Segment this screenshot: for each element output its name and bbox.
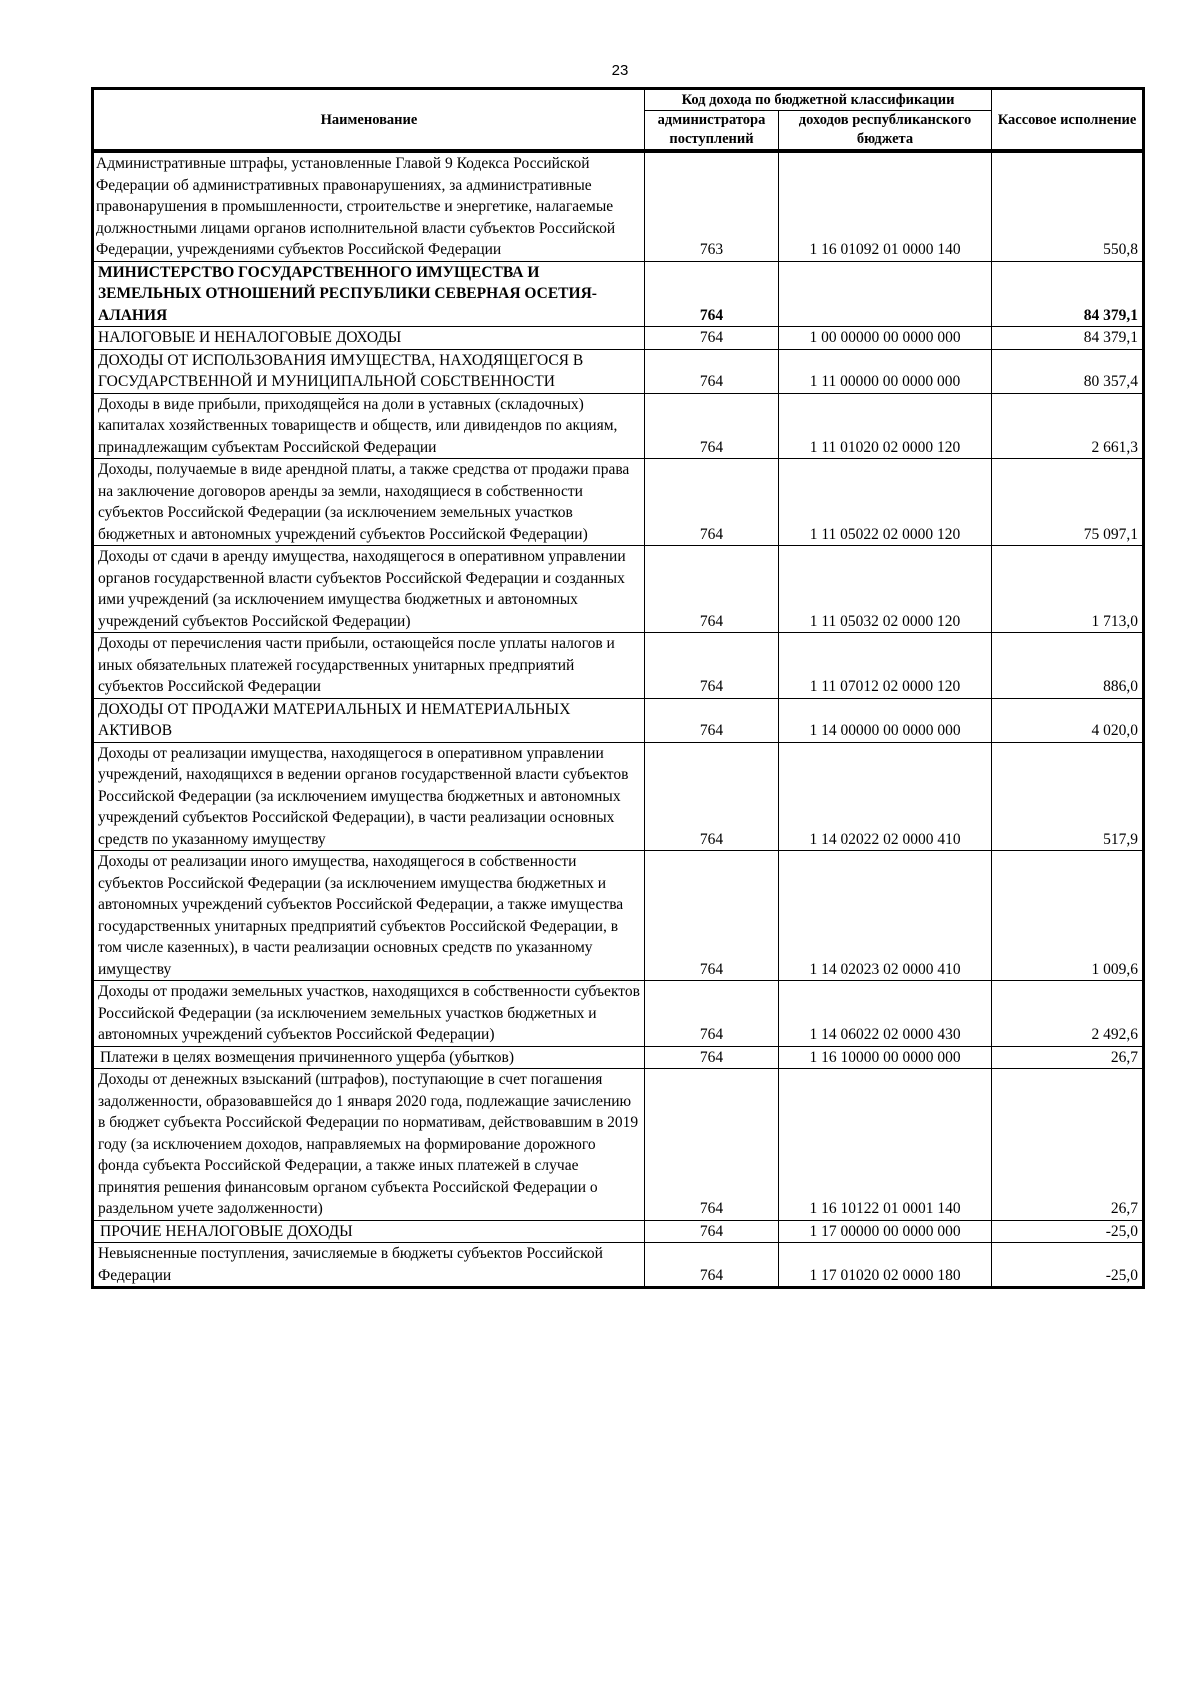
row-code: 1 14 02023 02 0000 410 xyxy=(779,851,992,981)
row-amount: 84 379,1 xyxy=(992,261,1144,327)
table-row xyxy=(93,698,1144,742)
table-row xyxy=(93,851,1144,981)
row-admin: 763 xyxy=(645,151,779,261)
row-code: 1 11 05022 02 0000 120 xyxy=(779,459,992,546)
row-amount: -25,0 xyxy=(992,1243,1144,1288)
table-row xyxy=(93,742,1144,851)
row-code: 1 17 01020 02 0000 180 xyxy=(779,1243,992,1288)
row-code: 1 16 01092 01 0000 140 xyxy=(779,151,992,261)
table-row xyxy=(93,261,1144,327)
row-code: 1 14 00000 00 0000 000 xyxy=(779,698,992,742)
row-code: 1 16 10122 01 0001 140 xyxy=(779,1069,992,1221)
row-code: 1 11 00000 00 0000 000 xyxy=(779,349,992,393)
row-admin: 764 xyxy=(645,698,779,742)
row-name: Невыясненные поступления, зачисляемые в бюджеты субъектов Российской Федерации xyxy=(93,1243,645,1288)
row-name: ПРОЧИЕ НЕНАЛОГОВЫЕ ДОХОДЫ xyxy=(93,1220,645,1243)
row-name: МИНИСТЕРСТВО ГОСУДАРСТВЕННОГО ИМУЩЕСТВА И ЗЕМЕЛЬНЫХ ОТНОШЕНИЙ РЕСПУБЛИКИ СЕВЕРНАЯ ОСЕТИЯ-АЛАНИЯ xyxy=(93,261,645,327)
row-amount: 2 661,3 xyxy=(992,393,1144,459)
row-admin: 764 xyxy=(645,393,779,459)
row-code: 1 16 10000 00 0000 000 xyxy=(779,1046,992,1069)
row-name: Платежи в целях возмещения причиненного ущерба (убытков) xyxy=(93,1046,645,1069)
row-admin: 764 xyxy=(645,459,779,546)
row-amount: 1 009,6 xyxy=(992,851,1144,981)
header-amount: Кассовое исполнение xyxy=(992,89,1144,152)
row-name: Доходы от реализации иного имущества, находящегося в собственности субъектов Российской Федерации (за исключением имущества бюджетных и автономных учреждений субъектов Российской Федерации, а также имущества государственных унитарных предприятий субъектов Российской Федерации, в том числе казенных), в части реализации основных средств по указанному имуществу xyxy=(93,851,645,981)
table-row xyxy=(93,1220,1144,1243)
row-code: 1 11 05032 02 0000 120 xyxy=(779,546,992,633)
row-admin: 764 xyxy=(645,1069,779,1221)
row-name: Доходы от перечисления части прибыли, остающейся после уплаты налогов и иных обязательных платежей государственных унитарных предприятий субъектов Российской Федерации xyxy=(93,633,645,699)
row-admin: 764 xyxy=(645,1046,779,1069)
row-code: 1 14 06022 02 0000 430 xyxy=(779,981,992,1047)
row-name: Доходы, получаемые в виде арендной платы, а также средства от продажи права на заключение договоров аренды за земли, находящиеся в собственности субъектов Российской Федерации (за исключением земельных участков бюджетных и автономных учреждений субъектов Российской Федерации) xyxy=(93,459,645,546)
table-row xyxy=(93,393,1144,459)
table-row xyxy=(93,1046,1144,1069)
row-admin: 764 xyxy=(645,327,779,350)
table-row xyxy=(93,1243,1144,1288)
row-admin: 764 xyxy=(645,546,779,633)
row-amount: 886,0 xyxy=(992,633,1144,699)
row-admin: 764 xyxy=(645,851,779,981)
row-code: 1 11 01020 02 0000 120 xyxy=(779,393,992,459)
row-admin: 764 xyxy=(645,633,779,699)
row-amount: 26,7 xyxy=(992,1069,1144,1221)
row-code: 1 00 00000 00 0000 000 xyxy=(779,327,992,350)
table-row xyxy=(93,1069,1144,1221)
row-name: Доходы от реализации имущества, находящегося в оперативном управлении учреждений, находящихся в ведении органов государственной власти субъектов Российской Федерации (за исключением имущества бюджетных и автономных учреждений субъектов Российской Федерации), в части реализации основных средств по указанному имуществу xyxy=(93,742,645,851)
row-amount: 4 020,0 xyxy=(992,698,1144,742)
table-row xyxy=(93,349,1144,393)
row-amount: 517,9 xyxy=(992,742,1144,851)
header-budget-code: доходов республиканского бюджета xyxy=(779,111,992,152)
row-amount: 1 713,0 xyxy=(992,546,1144,633)
table-row xyxy=(93,546,1144,633)
row-amount: -25,0 xyxy=(992,1220,1144,1243)
row-amount: 75 097,1 xyxy=(992,459,1144,546)
row-name: Доходы от продажи земельных участков, находящихся в собственности субъектов Российской Федерации (за исключением земельных участков бюджетных и автономных учреждений субъектов Российской Федерации) xyxy=(93,981,645,1047)
row-name: Доходы от сдачи в аренду имущества, находящегося в оперативном управлении органов государственной власти субъектов Российской Федерации и созданных ими учреждений (за исключением имущества бюджетных и автономных учреждений субъектов Российской Федерации) xyxy=(93,546,645,633)
row-code: 1 14 02022 02 0000 410 xyxy=(779,742,992,851)
row-admin: 764 xyxy=(645,1220,779,1243)
row-name: Административные штрафы, установленные Главой 9 Кодекса Российской Федерации об административных правонарушениях, за административные правонарушения в промышленности, строительстве и энергетике, налагаемые должностными лицами органов исполнительной власти субъектов Российской Федерации, учреждениями субъектов Российской Федерации xyxy=(93,151,645,261)
header-admin: администратора поступлений xyxy=(645,111,779,152)
row-amount: 84 379,1 xyxy=(992,327,1144,350)
row-name: Доходы от денежных взысканий (штрафов), поступающие в счет погашения задолженности, образовавшейся до 1 января 2020 года, подлежащие зачислению в бюджет субъекта Российской Федерации по нормативам, действовавшим в 2019 году (за исключением доходов, направляемых на формирование дорожного фонда субъекта Российской Федерации, а также иных платежей в случае принятия решения финансовым органом субъекта Российской Федерации о раздельном учете задолженности) xyxy=(93,1069,645,1221)
table-row xyxy=(93,633,1144,699)
row-name: ДОХОДЫ ОТ ИСПОЛЬЗОВАНИЯ ИМУЩЕСТВА, НАХОДЯЩЕГОСЯ В ГОСУДАРСТВЕННОЙ И МУНИЦИПАЛЬНОЙ СОБСТВЕННОСТИ xyxy=(93,349,645,393)
row-name: НАЛОГОВЫЕ И НЕНАЛОГОВЫЕ ДОХОДЫ xyxy=(93,327,645,350)
row-name: Доходы в виде прибыли, приходящейся на доли в уставных (складочных) капиталах хозяйственных товариществ и обществ, или дивидендов по акциям, принадлежащим субъектам Российской Федерации xyxy=(93,393,645,459)
row-code: 1 11 07012 02 0000 120 xyxy=(779,633,992,699)
row-amount: 80 357,4 xyxy=(992,349,1144,393)
row-amount: 550,8 xyxy=(992,151,1144,261)
revenue-table xyxy=(91,87,1145,1289)
page-number: 23 xyxy=(611,62,629,79)
row-name: ДОХОДЫ ОТ ПРОДАЖИ МАТЕРИАЛЬНЫХ И НЕМАТЕРИАЛЬНЫХ АКТИВОВ xyxy=(93,698,645,742)
header-name: Наименование xyxy=(93,89,645,152)
table-row xyxy=(93,151,1144,261)
row-admin: 764 xyxy=(645,349,779,393)
header-code-group: Код дохода по бюджетной классификации xyxy=(645,89,992,111)
row-amount: 26,7 xyxy=(992,1046,1144,1069)
row-code: 1 17 00000 00 0000 000 xyxy=(779,1220,992,1243)
table-row xyxy=(93,459,1144,546)
row-amount: 2 492,6 xyxy=(992,981,1144,1047)
row-admin: 764 xyxy=(645,981,779,1047)
row-code xyxy=(779,261,992,327)
table-row xyxy=(93,981,1144,1047)
row-admin: 764 xyxy=(645,742,779,851)
table-row xyxy=(93,327,1144,350)
row-admin: 764 xyxy=(645,1243,779,1288)
row-admin: 764 xyxy=(645,261,779,327)
